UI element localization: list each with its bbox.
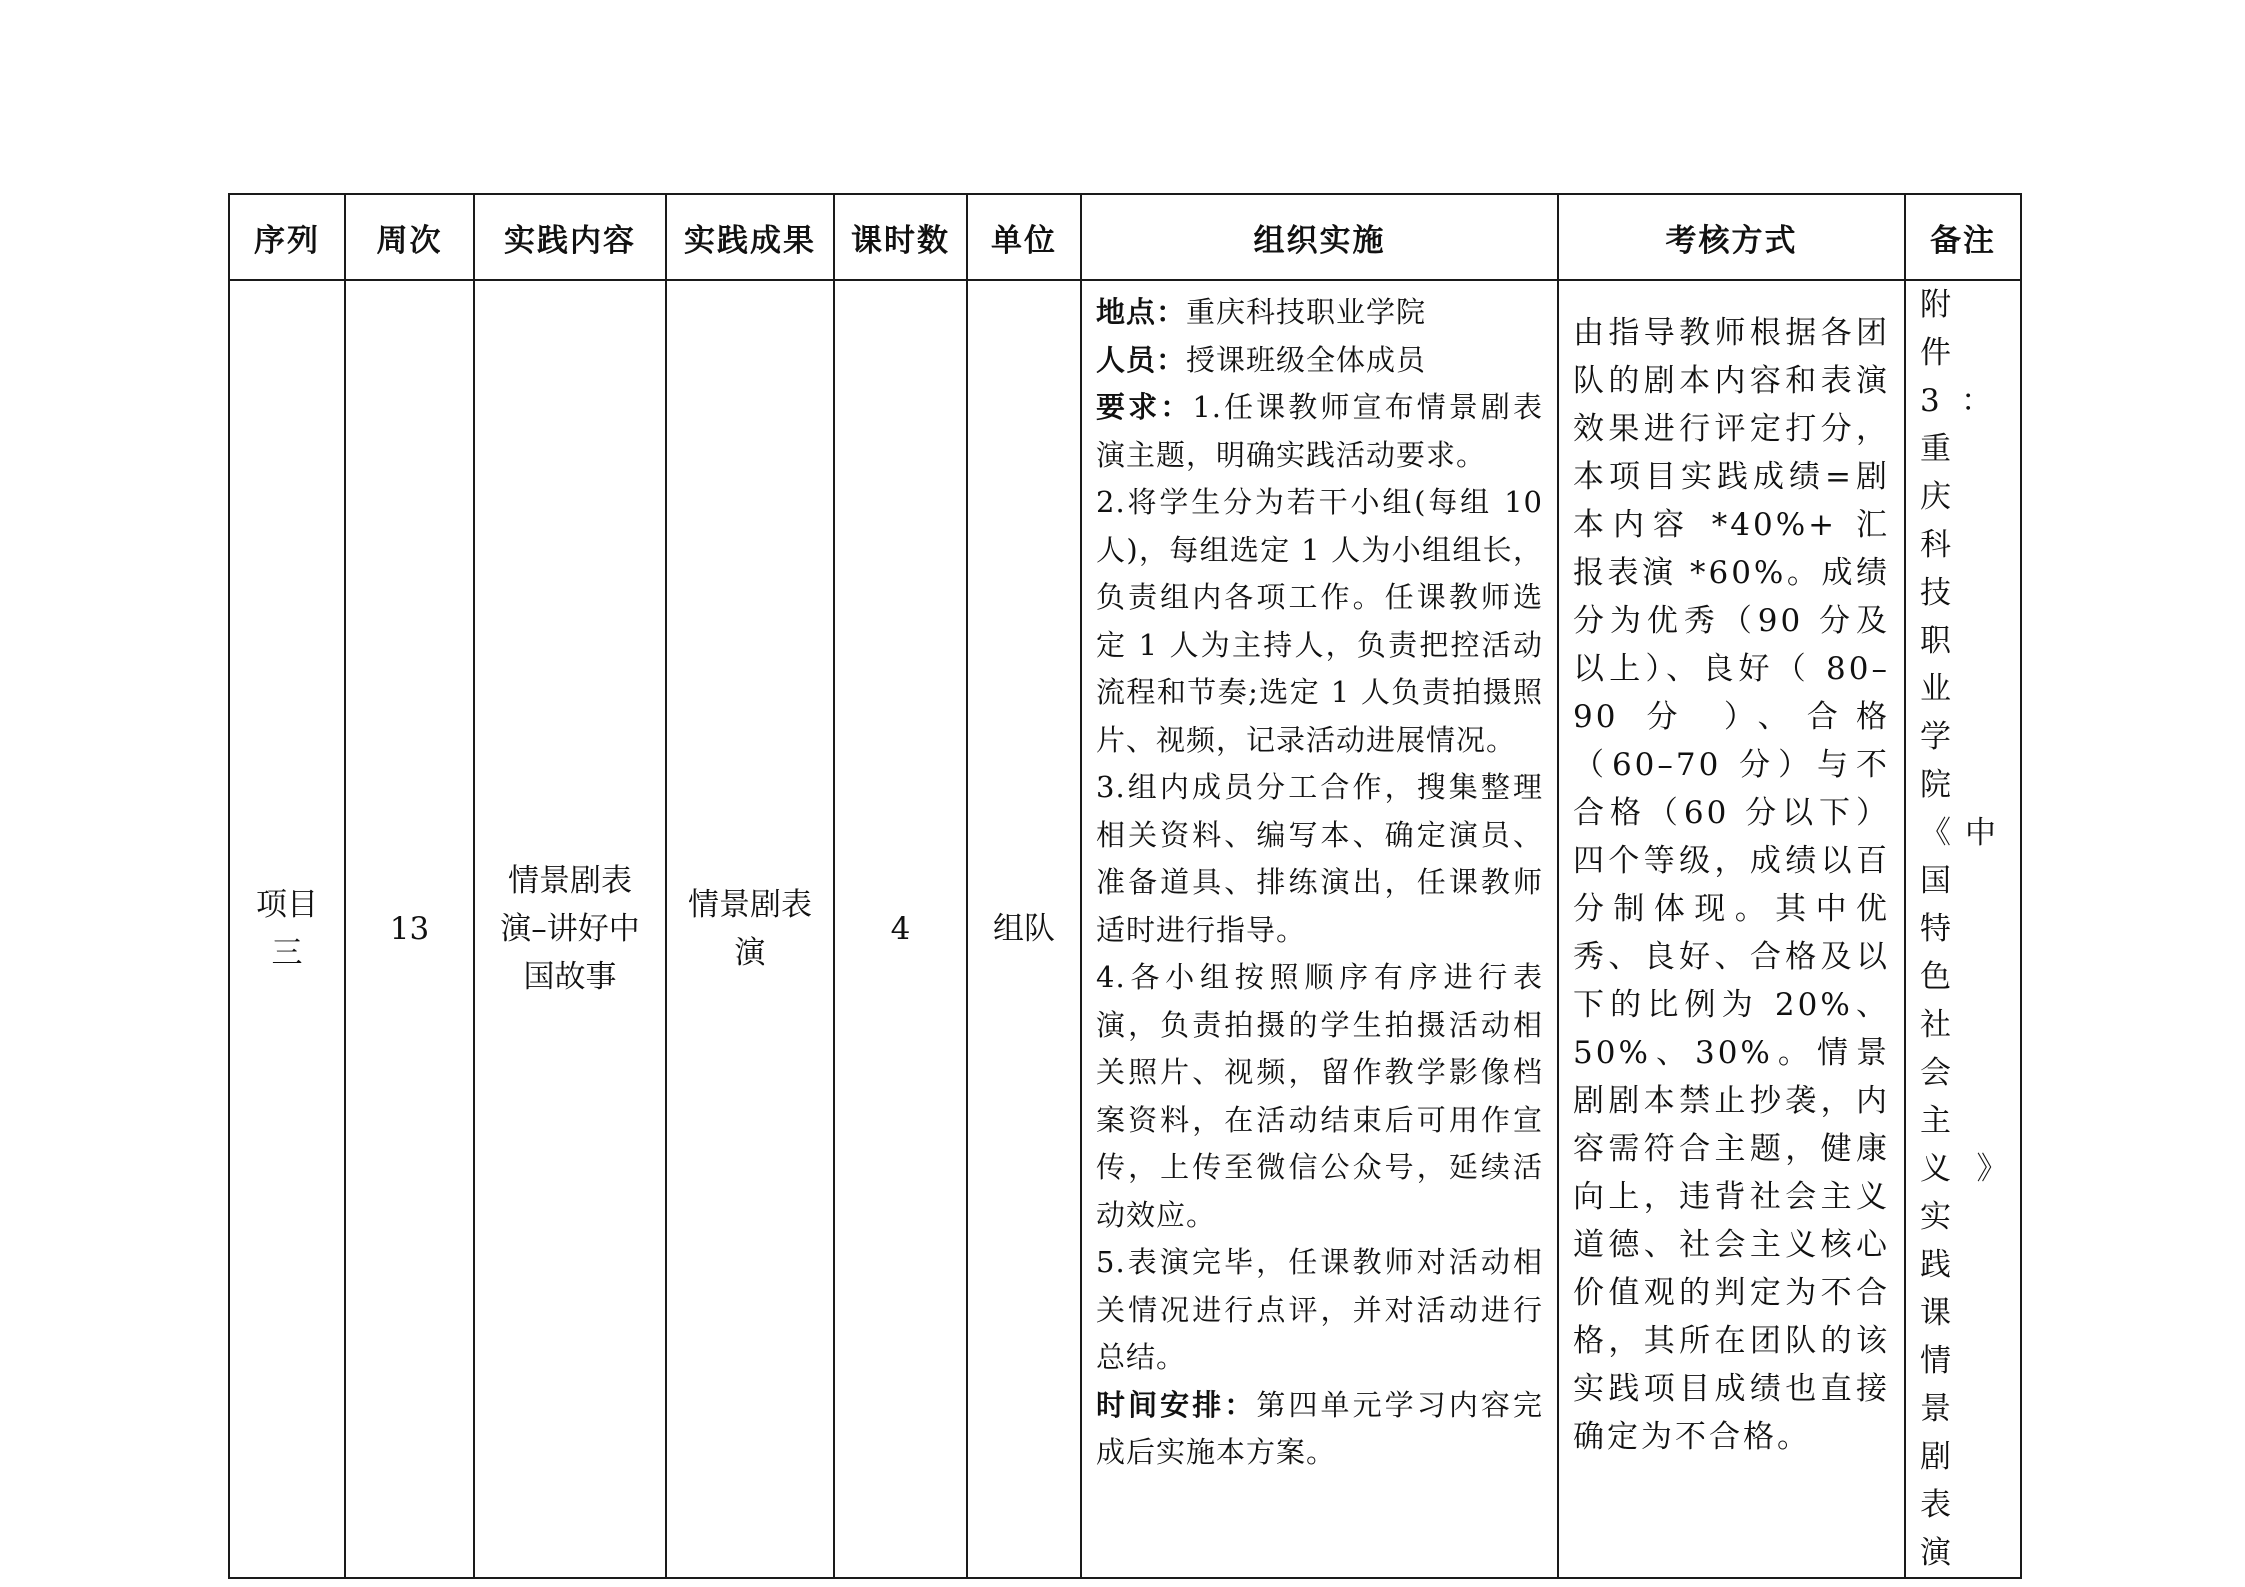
header-result: 实践成果	[666, 194, 834, 280]
org-item-5: 5.表演完毕，任课教师对活动相关情况进行点评，并对活动进行总结。	[1096, 1245, 1543, 1374]
header-seq: 序列	[229, 194, 345, 280]
cell-org	[1081, 280, 1558, 1578]
org-people	[1096, 337, 1543, 385]
org-item-4: 4.各小组按照顺序有序进行表演，负责拍摄的学生拍摄活动相关照片、视频，留作教学影像档案资料，在活动结束后可用作宣传，上传至微信公众号，延续活动效应。	[1096, 960, 1543, 1232]
header-org: 组织实施	[1081, 194, 1558, 280]
org-item-1-text: 1.任课教师宣布情景剧表演主题，明确实践活动要求。	[1096, 390, 1543, 472]
header-unit: 单位	[967, 194, 1081, 280]
header-hours: 课时数	[834, 194, 967, 280]
org-location-value: 重庆科技职业学院	[1186, 295, 1427, 329]
org-time-label: 时间安排：	[1096, 1387, 1257, 1422]
org-people-value: 授课班级全体成员	[1186, 342, 1427, 377]
org-time	[1096, 1382, 1543, 1477]
org-location-label: 地点：	[1096, 295, 1187, 329]
header-week: 周次	[345, 194, 474, 280]
header-assess: 考核方式	[1558, 194, 1905, 280]
cell-content: 情景剧表演–讲好中国故事	[474, 280, 666, 1578]
cell-result: 情景剧表演	[666, 280, 834, 1578]
org-time-value: 第四单元学习内容完成后实施本方案。	[1096, 1387, 1543, 1469]
org-require-label: 要求：	[1096, 390, 1193, 424]
header-content: 实践内容	[474, 194, 666, 280]
header-note: 备注	[1905, 194, 2021, 280]
header-row	[229, 194, 2021, 280]
practice-plan-table	[228, 193, 2022, 1579]
table-row	[229, 280, 2021, 1578]
org-location	[1096, 289, 1543, 337]
cell-week: 13	[345, 280, 474, 1578]
cell-assess: 由指导教师根据各团队的剧本内容和表演效果进行评定打分，本项目实践成绩=剧本内容 *40%+ 汇报表演 *60%。成绩分为优秀（90 分及以上）、良好（ 80–90 分 ）、合格（60–70 分）与不合格（60 分以下）四个等级，成绩以百分制体现。其中优秀、良好、合格及以下的比例为 20%、50%、30%。情景剧剧本禁止抄袭，内容需符合主题，健康向上，违背社会主义道德、社会主义核心价值观的判定为不合格，其所在团队的该实践项目成绩也直接确定为不合格。	[1558, 280, 1905, 1578]
cell-seq: 项目三	[229, 280, 345, 1578]
org-item-1	[1096, 384, 1543, 479]
org-item-3: 3.组内成员分工合作，搜集整理相关资料、编写本、确定演员、准备道具、排练演出，任课教师适时进行指导。	[1096, 770, 1543, 947]
cell-hours: 4	[834, 280, 967, 1578]
org-item-2: 2.将学生分为若干小组(每组 10 人)，每组选定 1 人为小组组长，负责组内各项工作。任课教师选定 1 人为主持人，负责把控活动流程和节奏;选定 1 人负责拍摄照片、视频，记录活动进展情况。	[1096, 485, 1543, 757]
cell-unit: 组队	[967, 280, 1081, 1578]
org-people-label: 人员：	[1096, 342, 1187, 377]
cell-note: 附件3：重庆科技职业学院《中国特色社会主义》实践课情景剧表演	[1905, 280, 2021, 1578]
